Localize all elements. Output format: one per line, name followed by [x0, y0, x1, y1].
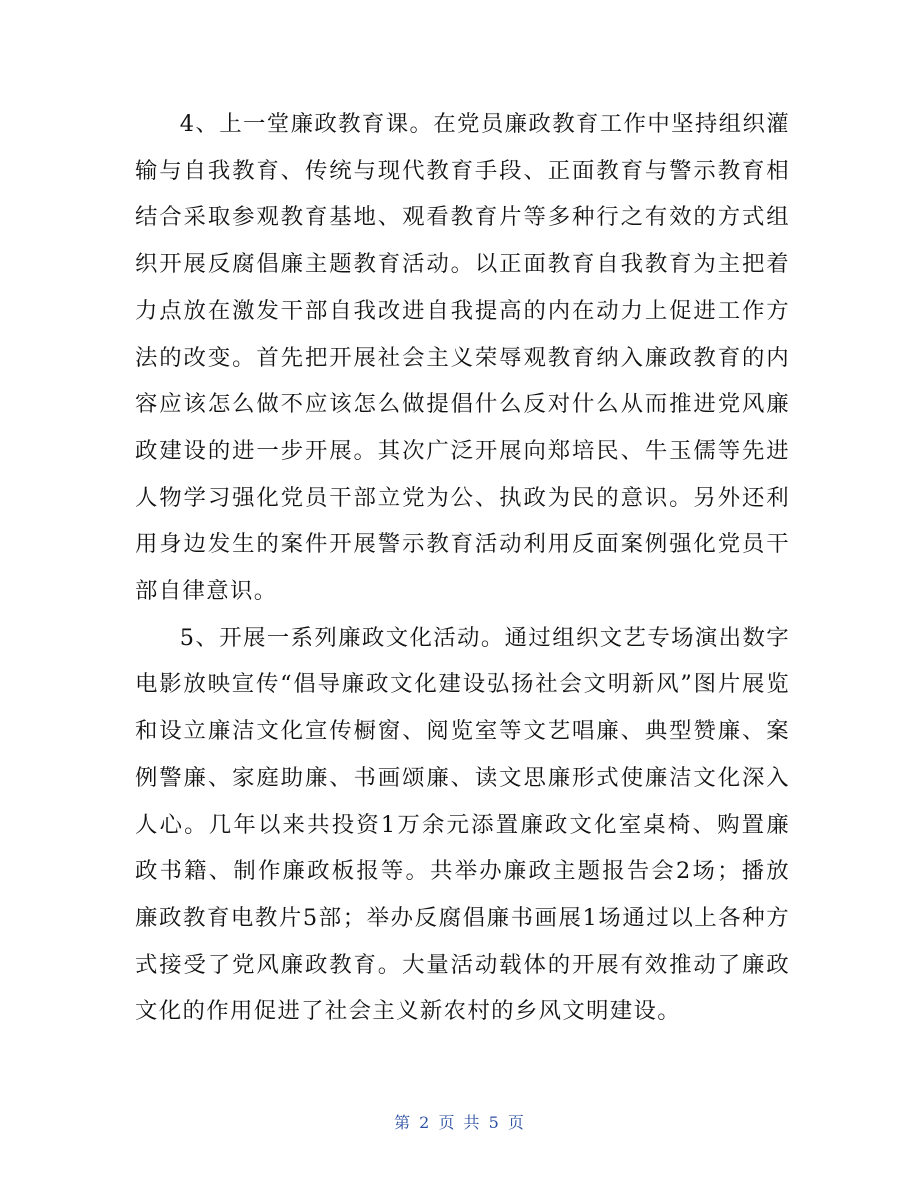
- paragraph-item-5: 5、开展一系列廉政文化活动。通过组织文艺专场演出数字电影放映宣传“倡导廉政文化建设弘扬社会文明新风”图片展览和设立廉洁文化宣传橱窗、阅览室等文艺唱廉、典型赞廉、案例警廉、家庭助廉、书画颂廉、读文思廉形式使廉洁文化深入人心。几年以来共投资1万余元添置廉政文化室桌椅、购置廉政书籍、制作廉政板报等。共举办廉政主题报告会2场；播放廉政教育电教片5部；举办反腐倡廉书画展1场通过以上各种方式接受了党风廉政教育。大量活动载体的开展有效推动了廉政文化的作用促进了社会主义新农村的乡风文明建设。: [135, 624, 790, 1025]
- paragraph-item-4: 4、上一堂廉政教育课。在党员廉政教育工作中坚持组织灌输与自我教育、传统与现代教育手段、正面教育与警示教育相结合采取参观教育基地、观看教育片等多种行之有效的方式组织开展反腐倡廉主题教育活动。以正面教育自我教育为主把着力点放在激发干部自我改进自我提高的内在动力上促进工作方法的改变。首先把开展社会主义荣辱观教育纳入廉政教育的内容应该怎么做不应该怎么做提倡什么反对什么从而推进党风廉政建设的进一步开展。其次广泛开展向郑培民、牛玉儒等先进人物学习强化党员干部立党为公、执政为民的意识。另外还利用身边发生的案件开展警示教育活动利用反面案例强化党员干部自律意识。: [135, 111, 790, 605]
- document-body: [135, 101, 790, 1035]
- page-number-footer: 第 2 页 共 5 页: [394, 1113, 526, 1132]
